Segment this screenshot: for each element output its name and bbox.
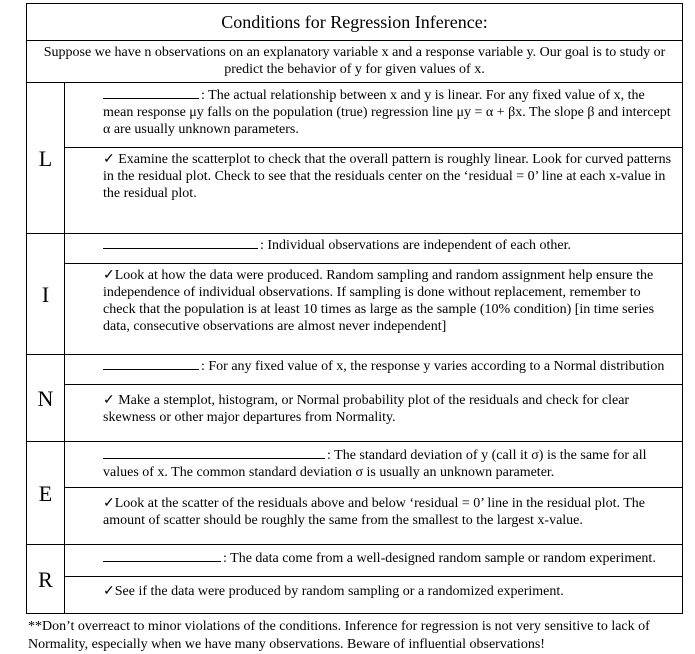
condition-definition: : The data come from a well-designed random sample or random experiment. xyxy=(223,551,656,566)
condition-letter: N xyxy=(27,355,65,442)
condition-check: ✓ Examine the scatterplot to check that the overall pattern is roughly linear. Look for curved patterns in the residual plot. Check to see that the residuals center on the ‘residual = 0’ line at each x-value in the residual plot. xyxy=(65,147,682,219)
condition-check: ✓Look at the scatter of the residuals above and below ‘residual = 0’ line in the residual plot. The amount of scatter should be roughly the same from the smallest to the largest x-value. xyxy=(65,487,682,543)
footer-note: **Don’t overreact to minor violations of the conditions. Inference for regression is not very sensitive to lack of Normality, especially when we have many observations. Beware of influential observations! xyxy=(28,619,650,652)
condition-row-linear xyxy=(27,83,683,234)
condition-letter: E xyxy=(27,442,65,545)
fill-in-blank-random[interactable] xyxy=(103,549,221,562)
intro-text: Suppose we have n observations on an explanatory variable x and a response variable y. Our goal is to study or predict the behavior of y for given values of x. xyxy=(27,41,683,83)
condition-definition: : For any fixed value of x, the response y varies according to a Normal distribution xyxy=(201,359,665,374)
condition-letter: I xyxy=(27,234,65,355)
condition-letter: L xyxy=(27,83,65,234)
condition-check: ✓ Make a stemplot, histogram, or Normal probability plot of the residuals and check for clear skewness or other major departures from Normality. xyxy=(65,384,682,440)
condition-definition: : Individual observations are independent of each other. xyxy=(260,238,572,253)
fill-in-blank-normal[interactable] xyxy=(103,357,199,370)
condition-check: ✓Look at how the data were produced. Random sampling and random assignment help ensure the independence of individual observations. If sampling is done without replacement, remember to check that the population is at least 10 times as large as the sample (10% condition) [in time series data, consecutive observations are almost never independent] xyxy=(65,263,682,349)
condition-definition: : The standard deviation of y (call it σ) is the same for all values of x. The common standard deviation σ is usually an unknown parameter. xyxy=(103,448,647,480)
condition-check: ✓See if the data were produced by random sampling or a randomized experiment. xyxy=(65,576,682,613)
condition-body xyxy=(65,545,683,614)
page-title: Conditions for Regression Inference: xyxy=(27,4,683,41)
condition-letter: R xyxy=(27,545,65,614)
fill-in-blank-equal-sd[interactable] xyxy=(103,446,325,459)
condition-body xyxy=(65,355,683,442)
condition-body xyxy=(65,234,683,355)
fill-in-blank-independent[interactable] xyxy=(103,236,258,249)
condition-row-equal-sd xyxy=(27,442,683,545)
fill-in-blank-linear[interactable] xyxy=(103,86,199,99)
condition-row-independent xyxy=(27,234,683,355)
condition-body xyxy=(65,442,683,545)
condition-definition: : The actual relationship between x and y is linear. For any fixed value of x, the mean response μy falls on the population (true) regression line μy = α + βx. The slope β and intercept α are usually unknown parameters. xyxy=(103,88,671,137)
condition-row-random xyxy=(27,545,683,614)
conditions-table xyxy=(26,3,683,614)
condition-row-normal xyxy=(27,355,683,442)
worksheet xyxy=(26,3,682,654)
condition-body xyxy=(65,83,683,234)
